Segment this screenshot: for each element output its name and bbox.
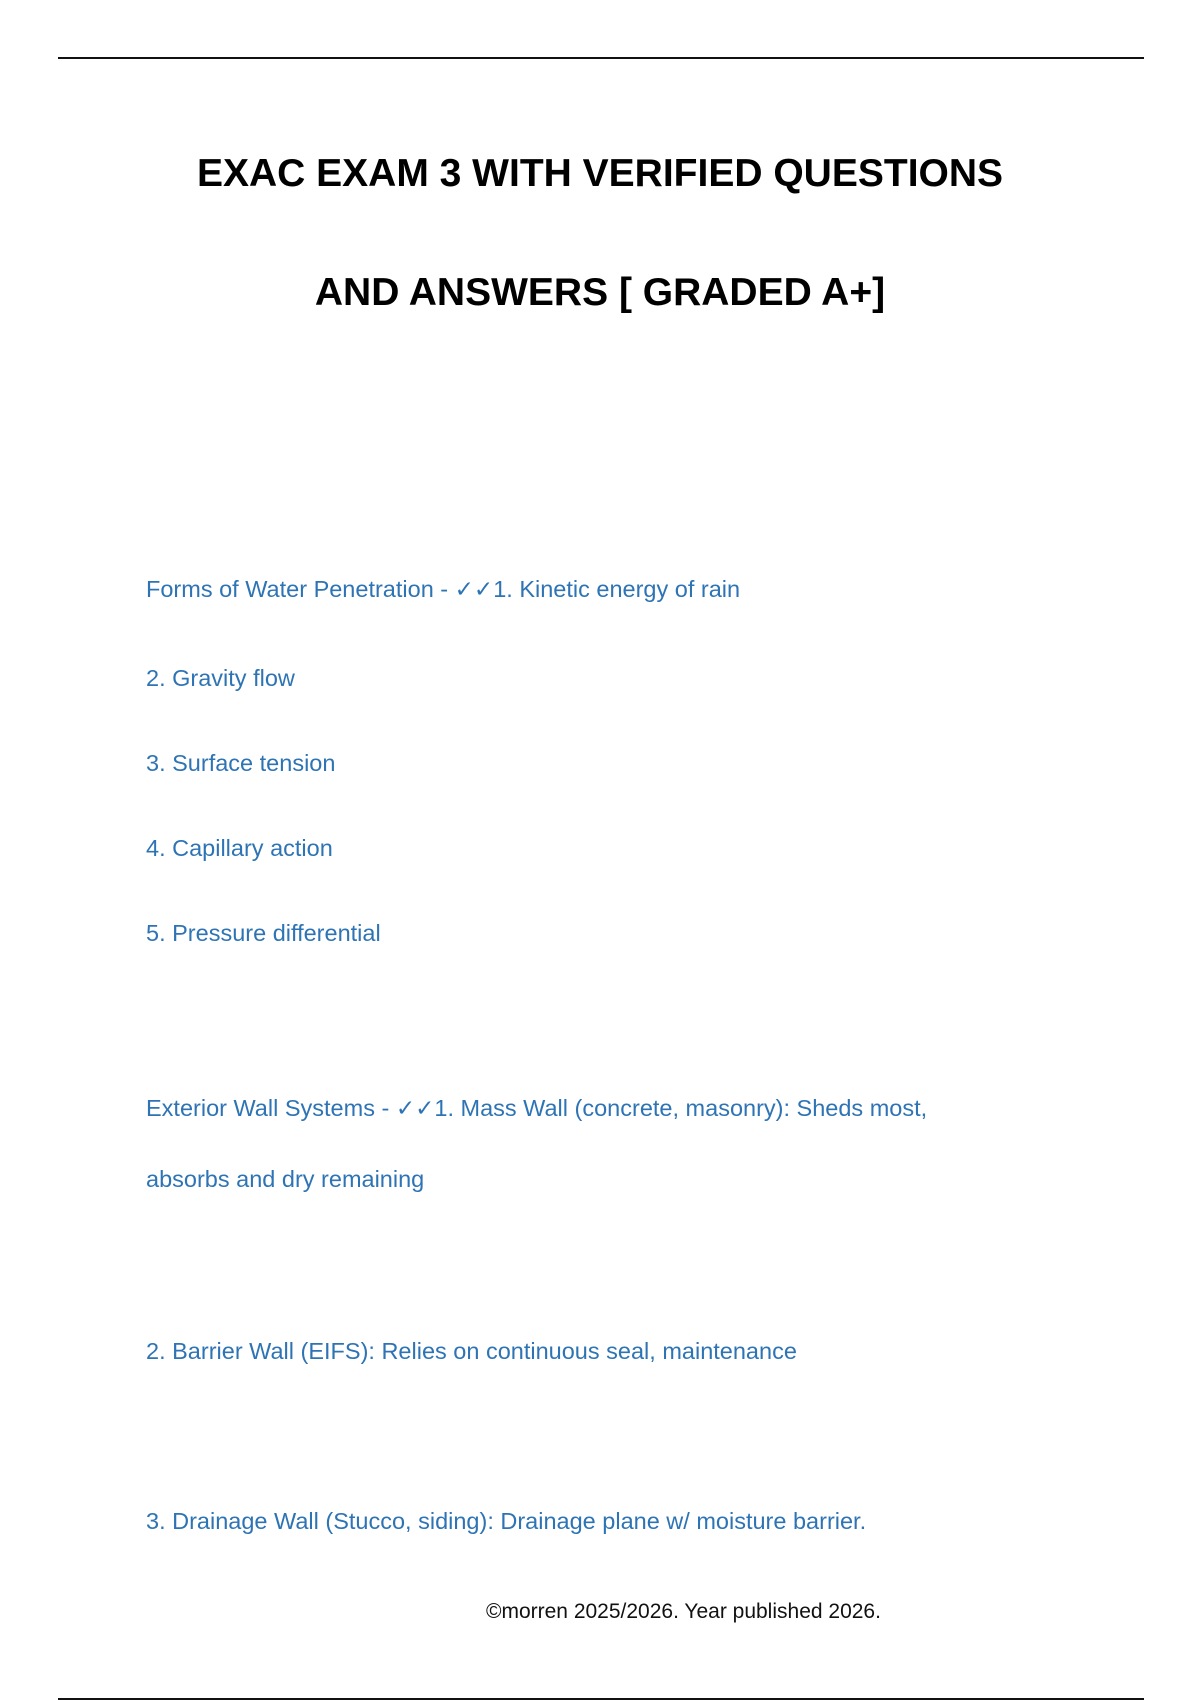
question-2-answer-line: 3. Drainage Wall (Stucco, siding): Drainage plane w/ moisture barrier. bbox=[146, 1508, 867, 1534]
copyright-footer: ©morren 2025/2026. Year published 2026. bbox=[486, 1600, 881, 1623]
question-1-prompt: Forms of Water Penetration - bbox=[146, 576, 455, 602]
double-check-icon: ✓✓ bbox=[395, 1096, 435, 1122]
question-1-answer-line: 3. Surface tension bbox=[146, 750, 336, 776]
double-check-icon: ✓✓ bbox=[454, 577, 494, 603]
document-title-line-2: AND ANSWERS [ GRADED A+] bbox=[314, 271, 886, 314]
question-1-line-1 bbox=[146, 574, 740, 605]
question-2-answer-line: 2. Barrier Wall (EIFS): Relies on continuous seal, maintenance bbox=[146, 1338, 797, 1364]
document-title-line-1: EXAC EXAM 3 WITH VERIFIED QUESTIONS bbox=[196, 152, 1004, 195]
question-1-answer-line: 4. Capillary action bbox=[146, 835, 333, 861]
question-1-answer-first: 1. Kinetic energy of rain bbox=[493, 576, 741, 602]
top-rule bbox=[58, 57, 1144, 59]
question-2-prompt: Exterior Wall Systems - bbox=[146, 1095, 396, 1121]
question-2-answer-first: 1. Mass Wall (concrete, masonry): Sheds most, bbox=[434, 1095, 928, 1121]
question-1-answer-line: 5. Pressure differential bbox=[146, 920, 381, 946]
question-2-answer-line: absorbs and dry remaining bbox=[146, 1166, 425, 1192]
question-2-line-1 bbox=[146, 1093, 927, 1124]
question-1-answer-line: 2. Gravity flow bbox=[146, 665, 295, 691]
